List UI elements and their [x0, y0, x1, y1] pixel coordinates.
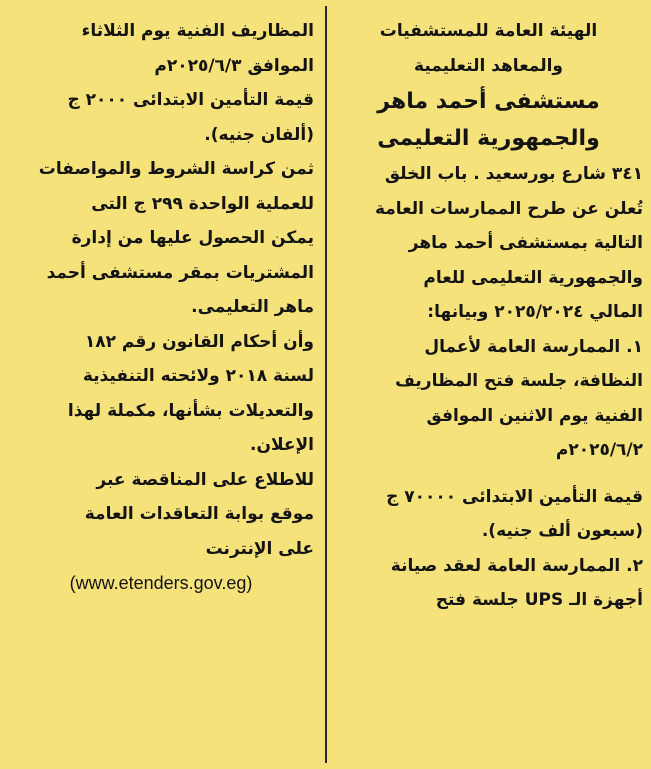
item1-insurance: قيمة التأمين الابتدائى ٧٠٠٠٠ ج [386, 486, 643, 507]
booklet-line: يمكن الحصول عليها من إدارة [71, 228, 314, 248]
item1-insurance: (سبعون ألف جنيه). [481, 521, 643, 541]
envelopes-line: المظاريف الفنية يوم الثلاثاء [81, 21, 314, 41]
website-link[interactable]: (www.etenders.gov.eg) [69, 573, 253, 593]
insurance-line: قيمة التأمين الابتدائى ٢٠٠٠ ج [67, 90, 314, 110]
portal-line: للاطلاع على المناقصة عبر [96, 469, 314, 490]
law-line: الإعلان. [250, 435, 314, 455]
booklet-line: ماهر التعليمى. [191, 297, 314, 317]
portal-line: على الإنترنت [205, 538, 314, 559]
booklet-line: المشتريات بمقر مستشفى أحمد [46, 262, 314, 283]
portal-line: موقع بوابة التعاقدات العامة [84, 504, 314, 524]
law-line: وأن أحكام القانون رقم ١٨٢ [84, 331, 314, 352]
announce-line: تُعلن عن طرح الممارسات العامة [374, 198, 643, 219]
insurance-line: (ألفان جنيه). [204, 124, 314, 145]
org-name-line2: والمعاهد التعليمية [414, 55, 563, 76]
column-divider [325, 6, 327, 763]
item1-line: النظافة، جلسة فتح المظاريف [395, 371, 643, 391]
item1-line: الفنية يوم الاثنين الموافق [426, 405, 643, 426]
announce-line: التالية بمستشفى أحمد ماهر [408, 233, 643, 253]
hospital-name-line1: مستشفى أحمد ماهر [377, 89, 600, 114]
item2-line: ٢. الممارسة العامة لعقد صيانة [390, 555, 643, 576]
item2-line: أجهزة الـ UPS جلسة فتح [435, 590, 643, 610]
booklet-line: ثمن كراسة الشروط والمواصفات [38, 159, 314, 179]
item1-line: ١. الممارسة العامة لأعمال [424, 336, 643, 357]
booklet-line: للعملية الواحدة ٢٩٩ ج التى [91, 193, 314, 214]
left-column [8, 14, 314, 601]
envelopes-date: الموافق ٢٠٢٥/٦/٣م [154, 55, 314, 76]
law-line: والتعديلات بشأنها، مكملة لهذا [67, 400, 314, 421]
org-name-line1: الهيئة العامة للمستشفيات [379, 21, 598, 41]
law-line: لسنة ٢٠١٨ ولائحته التنفيذية [82, 366, 314, 386]
hospital-name-line2: والجمهورية التعليمى [377, 126, 600, 151]
announce-line: والجمهورية التعليمى للعام [423, 267, 643, 288]
item1-date: ٢٠٢٥/٦/٢م [555, 440, 643, 460]
announce-line: المالي ٢٠٢٥/٢٠٢٤ وبيانها: [427, 302, 643, 322]
address: ٣٤١ شارع بورسعيد . باب الخلق [384, 164, 643, 184]
right-column [334, 14, 643, 618]
